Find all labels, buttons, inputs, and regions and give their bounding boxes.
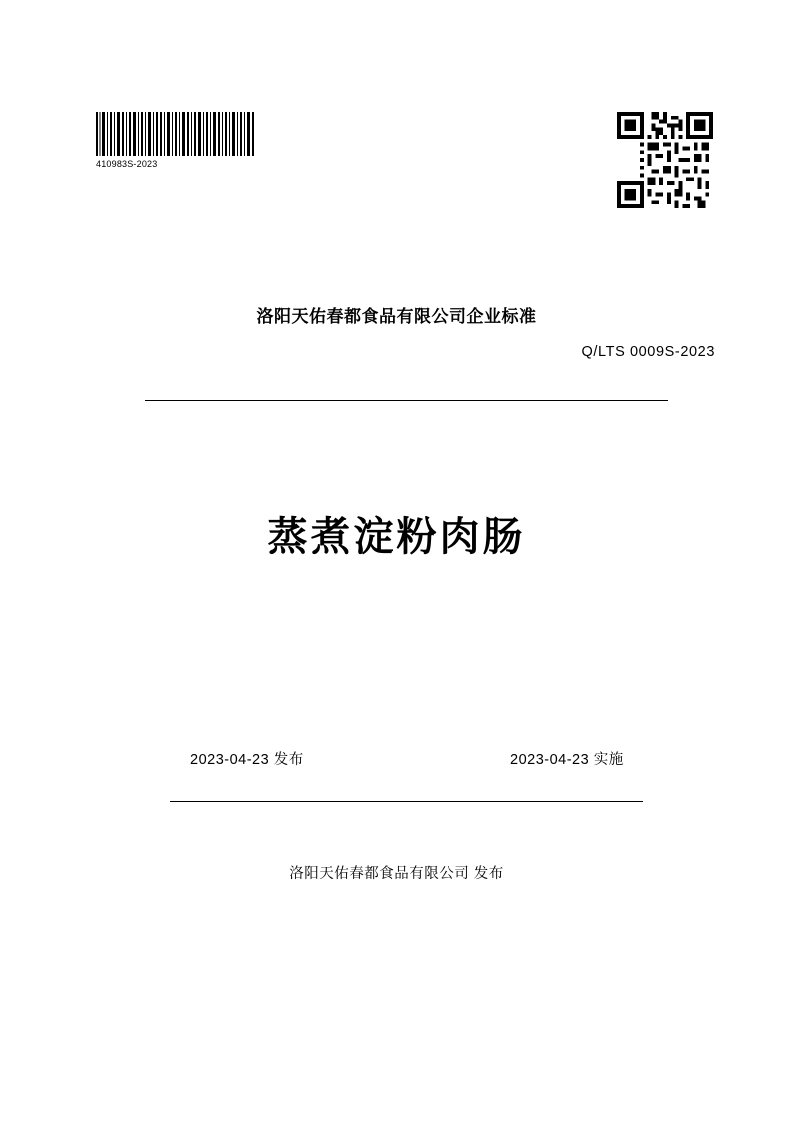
qr-code-icon — [617, 112, 713, 208]
barcode-icon — [96, 112, 256, 156]
top-divider — [145, 400, 668, 401]
bottom-divider — [170, 801, 643, 802]
publisher-line: 洛阳天佑春都食品有限公司 发布 — [289, 866, 504, 882]
company-standard-heading: 洛阳天佑春都食品有限公司企业标准 — [256, 307, 537, 326]
barcode-number: 410983S-2023 — [96, 159, 158, 169]
page-title: 蒸煮淀粉肉肠 — [267, 515, 526, 559]
effective-date: 2023-04-23 实施 — [510, 752, 624, 768]
barcode-block — [96, 112, 256, 169]
issue-date: 2023-04-23 发布 — [190, 752, 304, 768]
standard-number: Q/LTS 0009S-2023 — [581, 344, 715, 360]
qr-code-block — [617, 112, 713, 208]
